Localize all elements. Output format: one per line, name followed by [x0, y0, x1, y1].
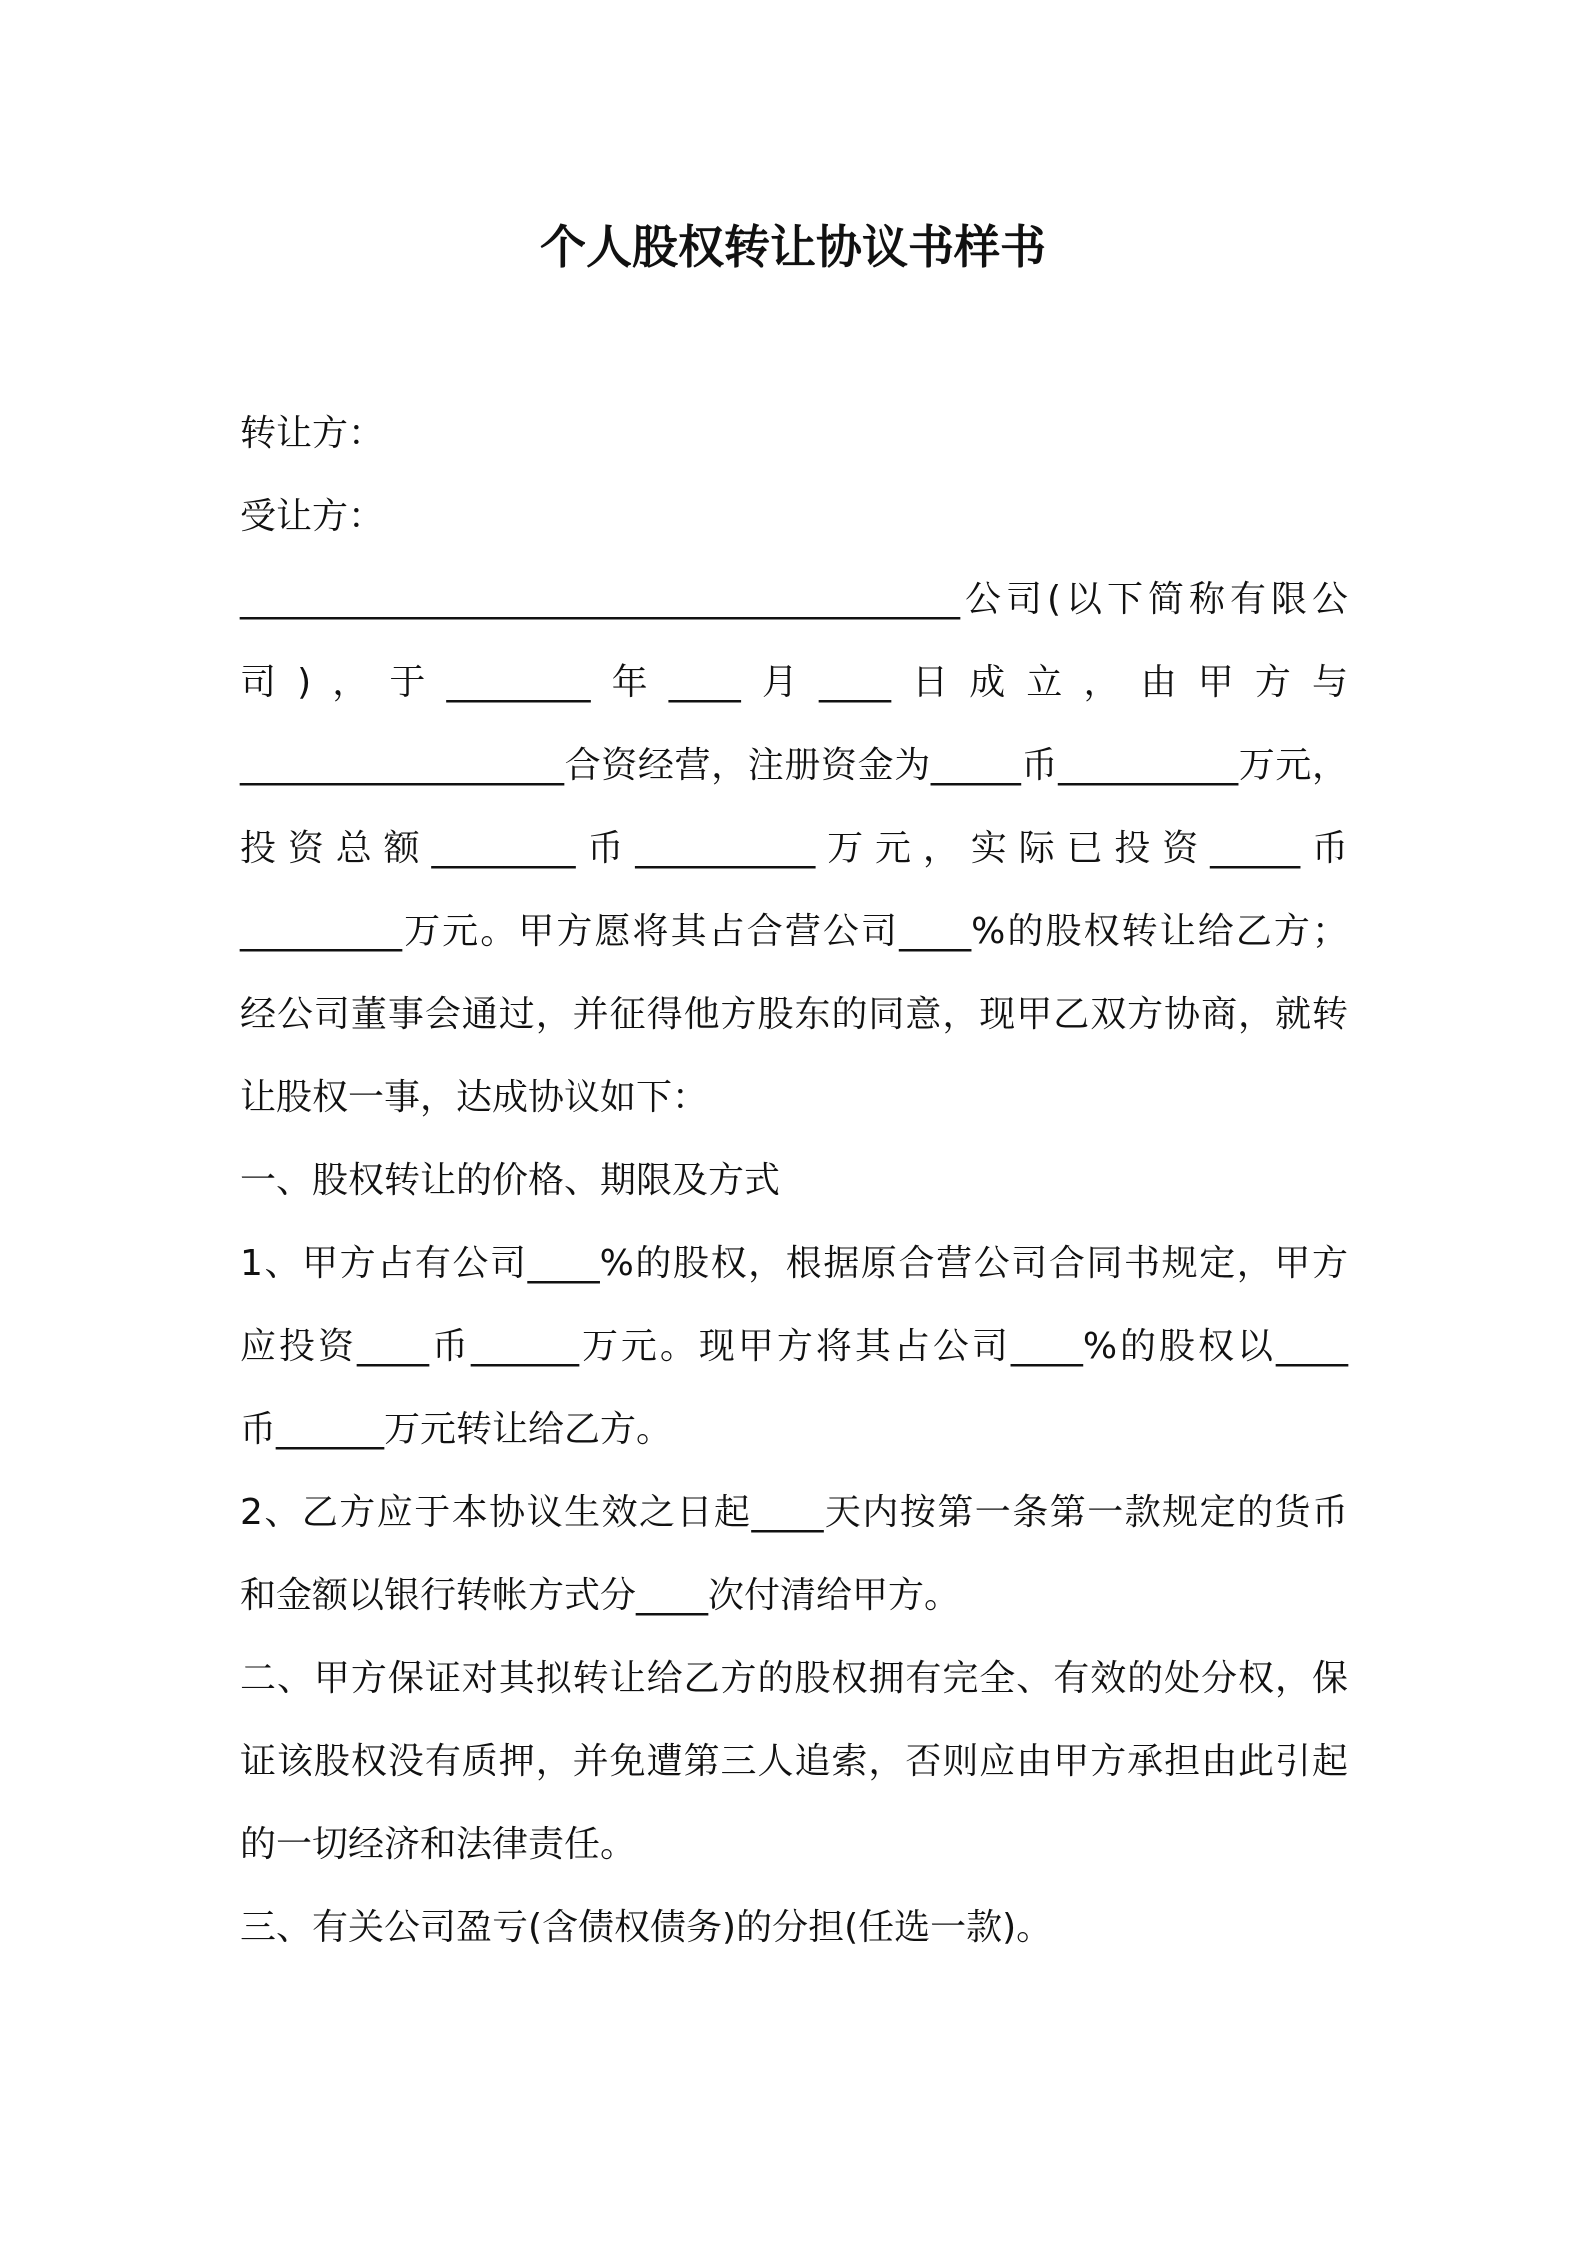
clause-1-2 [240, 1471, 1348, 1637]
intro-line: __________________合资经营，注册资金为_____币__________万元， [240, 745, 1348, 786]
section-2-line: 证该股权没有质押，并免遭第三人追索，否则应由甲方承担由此引起 [240, 1741, 1348, 1782]
intro-paragraph [240, 558, 1348, 1139]
intro-line: 投资总额________币__________万元，实际已投资_____币 [240, 828, 1348, 869]
clause-line: 2、乙方应于本协议生效之日起____天内按第一条第一款规定的货币 [240, 1492, 1348, 1533]
clause-line: 1、甲方占有公司____%的股权，根据原合营公司合同书规定，甲方 [240, 1243, 1348, 1284]
transferee-label: 受让方： [240, 496, 385, 537]
agreement-body [240, 392, 1348, 1969]
intro-line: 经公司董事会通过，并征得他方股东的同意，现甲乙双方协商，就转 [240, 994, 1348, 1035]
intro-line: _________万元。甲方愿将其占合营公司____%的股权转让给乙方； [240, 911, 1348, 952]
clause-line: 和金额以银行转帐方式分____次付清给甲方。 [240, 1575, 961, 1616]
intro-line: 让股权一事，达成协议如下： [240, 1077, 709, 1118]
document-title: 个人股权转让协议书样书 [540, 220, 1046, 274]
clause-line: 应投资____币______万元。现甲方将其占公司____%的股权以____ [240, 1326, 1348, 1367]
section-2-line: 二、甲方保证对其拟转让给乙方的股权拥有完全、有效的处分权，保 [240, 1658, 1348, 1699]
intro-line: ________________________________________公司(以下简称有限公 [240, 579, 1348, 620]
clause-1-1 [240, 1222, 1348, 1471]
section-2-line: 的一切经济和法律责任。 [240, 1824, 637, 1865]
section-1-heading: 一、股权转让的价格、期限及方式 [240, 1160, 781, 1201]
transferor-label: 转让方： [240, 413, 385, 454]
clause-line: 币______万元转让给乙方。 [240, 1409, 673, 1450]
section-2 [240, 1637, 1348, 1886]
intro-line: 司)，于________年____月____日成立，由甲方与 [240, 662, 1348, 703]
section-3-heading: 三、有关公司盈亏(含债权债务)的分担(任选一款)。 [240, 1907, 1053, 1948]
